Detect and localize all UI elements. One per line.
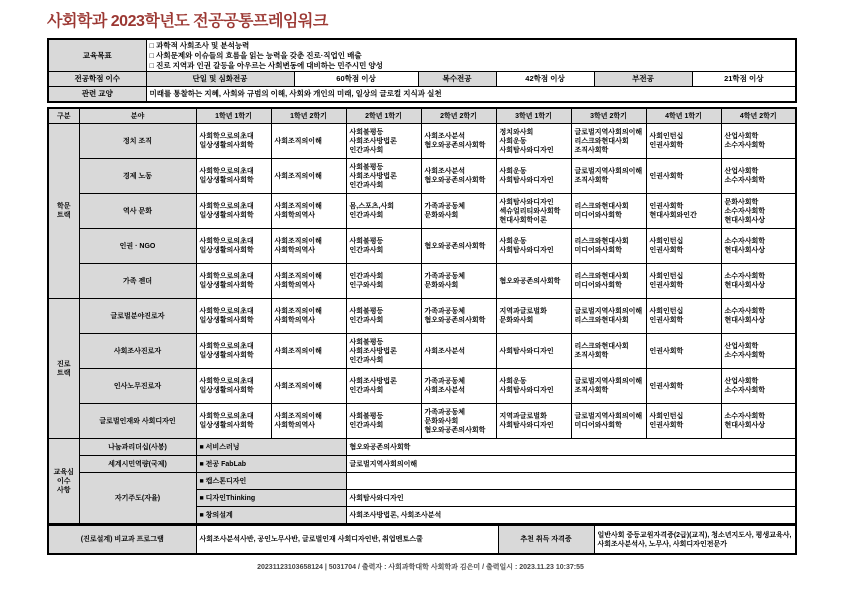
course-name: 사회조직의이해 bbox=[274, 413, 322, 421]
course-name: 가족과공동체 bbox=[424, 408, 466, 416]
course-name: 문화와사회 bbox=[499, 317, 534, 325]
course-name: 혐오와공존의사회학 bbox=[424, 142, 486, 150]
major-credits-label: 전공학점 이수 bbox=[48, 72, 146, 87]
course-name: 인권사회학 bbox=[649, 172, 684, 180]
track-group-cell: 진로 트랙 bbox=[48, 299, 79, 439]
course-name: 사회조직의이해 bbox=[274, 137, 322, 145]
column-header: 구분 bbox=[48, 108, 79, 124]
course-cell bbox=[721, 404, 796, 439]
course-name: 소수자사회학 bbox=[724, 273, 766, 281]
course-name: 사회학으로의초대 bbox=[199, 168, 254, 176]
course-cell bbox=[196, 369, 271, 404]
course-name: 인권사회학 bbox=[649, 317, 684, 325]
course-name: 사회탐사와디자인 bbox=[499, 177, 554, 185]
course-name: 혐오와공존의사회학 bbox=[424, 426, 486, 434]
course-name: 사회학의역사 bbox=[274, 317, 316, 325]
course-cell bbox=[496, 264, 571, 299]
course-cell bbox=[271, 299, 346, 334]
course-name: 사회학의역사 bbox=[274, 282, 316, 290]
course-name: 인권사회학 bbox=[649, 382, 684, 390]
course-name: 사회조사방법론 bbox=[349, 347, 397, 355]
course-name: 소수자사회학 bbox=[724, 238, 766, 246]
course-name: 사회조사방법론 bbox=[349, 378, 397, 386]
course-cell bbox=[421, 159, 496, 194]
education-goal-content bbox=[146, 39, 796, 72]
course-cell bbox=[646, 124, 721, 159]
course-name: 인간과사회 bbox=[349, 212, 384, 220]
course-name: 인간과사회 bbox=[349, 422, 384, 430]
credit-value-double: 42학점 이상 bbox=[496, 72, 594, 87]
course-name: 글로벌지역사회의이해 bbox=[574, 168, 643, 176]
program-checkbox-cell: ■ 서비스러닝 bbox=[196, 439, 346, 456]
course-cell bbox=[346, 229, 421, 264]
course-name: 사회조직의이해 bbox=[274, 382, 322, 390]
bottom-table bbox=[47, 525, 797, 555]
course-cell bbox=[271, 334, 346, 369]
course-name: 인권사회학 bbox=[649, 422, 684, 430]
liberal-arts-label: 관련 교양 bbox=[48, 87, 146, 103]
credit-type-single: 단일 및 심화전공 bbox=[146, 72, 294, 87]
course-name: 일상생활의사회학 bbox=[199, 317, 254, 325]
course-cell bbox=[271, 264, 346, 299]
course-name: 인간과사회 bbox=[349, 273, 384, 281]
course-name: 리스크와현대사회 bbox=[574, 343, 629, 351]
course-cell bbox=[346, 369, 421, 404]
course-name: 사회탐사와디자인 bbox=[499, 387, 554, 395]
course-name: 일상생활의사회학 bbox=[199, 352, 254, 360]
education-goal-row bbox=[48, 39, 796, 72]
requirement-field-cell: 나눔과리더십(사봉) bbox=[79, 439, 196, 456]
print-footer: 20231123103658124 | 5031704 / 출력자 : 사회과학대학 사회학과 김은미 / 출력일시 : 2023.11.23 10:37:55 bbox=[257, 564, 584, 571]
field-cell: 역사 문화 bbox=[79, 194, 196, 229]
course-name: 사회불평등 bbox=[349, 163, 384, 171]
course-name: 인권사회학 bbox=[649, 203, 684, 211]
column-header: 4학년 1학기 bbox=[646, 108, 721, 124]
program-checkbox-cell: ■ 디자인Thinking bbox=[196, 490, 346, 507]
course-cell bbox=[346, 299, 421, 334]
course-cell bbox=[421, 299, 496, 334]
credit-value-single: 60학점 이상 bbox=[294, 72, 418, 87]
course-name: 사회조사방법론 bbox=[349, 137, 397, 145]
course-name: 인간과사회 bbox=[349, 181, 384, 189]
course-cell bbox=[721, 369, 796, 404]
course-name: 산업사회학 bbox=[724, 343, 759, 351]
course-cell bbox=[271, 229, 346, 264]
education-goal-label: 교육목표 bbox=[48, 39, 146, 72]
certificates-label: 추천 취득 자격증 bbox=[498, 526, 594, 555]
credit-value-minor: 21학점 이상 bbox=[692, 72, 796, 87]
course-name: 문화와사회 bbox=[424, 282, 459, 290]
course-cell bbox=[346, 124, 421, 159]
course-name: 사회학의역사 bbox=[274, 422, 316, 430]
column-header: 1학년 1학기 bbox=[196, 108, 271, 124]
course-name: 미디어와사회학 bbox=[574, 212, 622, 220]
course-cell bbox=[646, 334, 721, 369]
table-row bbox=[48, 299, 796, 334]
course-name: 사회운동 bbox=[499, 238, 527, 246]
course-name: 정치와사회 bbox=[499, 128, 534, 136]
column-header: 3학년 2학기 bbox=[571, 108, 646, 124]
linked-course-cell: 혐오와공존의사회학 bbox=[346, 439, 796, 456]
course-name: 사회조사분석 bbox=[424, 133, 466, 141]
field-cell: 정치 조직 bbox=[79, 124, 196, 159]
course-name: 사회학으로의초대 bbox=[199, 413, 254, 421]
course-cell bbox=[196, 264, 271, 299]
column-header: 3학년 1학기 bbox=[496, 108, 571, 124]
requirement-group-cell: 교육심 이수 사항 bbox=[48, 439, 79, 525]
course-cell bbox=[571, 369, 646, 404]
course-name: 인권사회학 bbox=[649, 282, 684, 290]
course-name: 지역과글로벌화 bbox=[499, 413, 547, 421]
column-header: 2학년 2학기 bbox=[421, 108, 496, 124]
course-name: 사회조직의이해 bbox=[274, 273, 322, 281]
column-header: 4학년 2학기 bbox=[721, 108, 796, 124]
course-name: 인간과사회 bbox=[349, 387, 384, 395]
liberal-arts-content: 미래를 통찰하는 지혜, 사회와 규범의 이해, 사회와 개인의 미래, 일상의 글로컬 지식과 실천 bbox=[146, 87, 796, 103]
course-cell bbox=[646, 299, 721, 334]
linked-course-cell bbox=[346, 473, 796, 490]
table-row bbox=[48, 194, 796, 229]
course-name: 일상생활의사회학 bbox=[199, 142, 254, 150]
course-cell bbox=[571, 334, 646, 369]
course-cell bbox=[346, 194, 421, 229]
course-name: 소수자사회학 bbox=[724, 308, 766, 316]
course-name: 소수자사회학 bbox=[724, 207, 766, 215]
course-name: 몸,스포츠,사회 bbox=[349, 203, 394, 211]
course-name: 지역과글로벌화 bbox=[499, 308, 547, 316]
course-name: 리스크와현대사회 bbox=[574, 137, 629, 145]
course-name: 일상생활의사회학 bbox=[199, 282, 254, 290]
course-name: 리스크와현대사회 bbox=[574, 238, 629, 246]
table-row bbox=[48, 124, 796, 159]
track-group-cell: 학문 트랙 bbox=[48, 124, 79, 299]
program-checkbox-cell: ■ 캡스톤디자인 bbox=[196, 473, 346, 490]
course-cell bbox=[421, 229, 496, 264]
course-cell bbox=[346, 404, 421, 439]
extracurricular-row bbox=[48, 526, 796, 555]
column-header: 2학년 1학기 bbox=[346, 108, 421, 124]
course-name: 현대사회사상 bbox=[724, 317, 766, 325]
course-name: 인간과사회 bbox=[349, 356, 384, 364]
course-cell bbox=[196, 299, 271, 334]
course-cell bbox=[721, 264, 796, 299]
course-name: 사회탐사와디자인 bbox=[499, 198, 554, 206]
grid-header bbox=[48, 108, 796, 124]
course-cell bbox=[721, 299, 796, 334]
course-name: 사회탐사와디자인 bbox=[499, 247, 554, 255]
course-name: 현대사회사상 bbox=[724, 422, 766, 430]
field-cell: 가족 젠더 bbox=[79, 264, 196, 299]
field-cell: 경제 노동 bbox=[79, 159, 196, 194]
extracurricular-programs: 사회조사분석사반, 공인노무사반, 글로벌인재 사회디자인반, 취업멘토스쿨 bbox=[196, 526, 498, 555]
course-name: 사회조사분석 bbox=[424, 387, 466, 395]
course-name: 리스크와현대사회 bbox=[574, 273, 629, 281]
course-name: 문화사회학 bbox=[724, 198, 759, 206]
course-cell bbox=[496, 159, 571, 194]
course-name: 글로벌지역사회의이해 bbox=[574, 128, 643, 136]
course-name: 사회조사방법론 bbox=[349, 172, 397, 180]
table-row bbox=[48, 369, 796, 404]
course-name: 사회학으로의초대 bbox=[199, 133, 254, 141]
table-row bbox=[48, 229, 796, 264]
course-cell bbox=[571, 229, 646, 264]
course-name: 일상생활의사회학 bbox=[199, 247, 254, 255]
course-name: 일상생활의사회학 bbox=[199, 422, 254, 430]
requirement-row bbox=[48, 456, 796, 473]
major-credits-row bbox=[48, 72, 796, 87]
course-name: 혐오와공존의사회학 bbox=[424, 177, 486, 185]
page-title: 사회학과 2023학년도 전공공통프레임워크 bbox=[47, 13, 328, 30]
course-name: 인간과사회 bbox=[349, 247, 384, 255]
course-cell bbox=[496, 194, 571, 229]
course-cell bbox=[571, 124, 646, 159]
course-name: 사회불평등 bbox=[349, 413, 384, 421]
course-cell bbox=[646, 264, 721, 299]
course-name: 사회조직의이해 bbox=[274, 308, 322, 316]
course-name: 사회불평등 bbox=[349, 308, 384, 316]
course-name: 혐오와공존의사회학 bbox=[499, 277, 561, 285]
course-name: 인권사회학 bbox=[649, 247, 684, 255]
course-name: 사회운동 bbox=[499, 168, 527, 176]
course-cell bbox=[196, 124, 271, 159]
course-name: 미디어와사회학 bbox=[574, 422, 622, 430]
course-name: 문화와사회 bbox=[424, 417, 459, 425]
info-table bbox=[47, 38, 797, 103]
course-name: 사회조사분석 bbox=[424, 168, 466, 176]
field-cell: 인사노무진로자 bbox=[79, 369, 196, 404]
course-name: 미디어와사회학 bbox=[574, 247, 622, 255]
course-name: 사회탐사와디자인 bbox=[499, 347, 554, 355]
requirement-field-cell: 자기주도(자율) bbox=[79, 473, 196, 525]
table-row bbox=[48, 404, 796, 439]
course-cell bbox=[571, 264, 646, 299]
extracurricular-label: (진로설계) 비교과 프로그램 bbox=[48, 526, 196, 555]
course-name: 인권사회학 bbox=[649, 347, 684, 355]
course-name: 일상생활의사회학 bbox=[199, 212, 254, 220]
course-name: 사회조사분석 bbox=[424, 347, 466, 355]
course-name: 사회탐사와디자인 bbox=[499, 422, 554, 430]
course-name: 현대사회사상 bbox=[724, 282, 766, 290]
course-cell bbox=[496, 124, 571, 159]
requirement-row bbox=[48, 473, 796, 490]
course-cell bbox=[196, 159, 271, 194]
course-cell bbox=[346, 334, 421, 369]
linked-course-cell: 사회조사방법론, 사회조사분석 bbox=[346, 507, 796, 525]
course-name: 산업사회학 bbox=[724, 133, 759, 141]
course-cell bbox=[496, 229, 571, 264]
course-cell bbox=[346, 264, 421, 299]
course-name: 사회학으로의초대 bbox=[199, 343, 254, 351]
course-name: 사회조직의이해 bbox=[274, 172, 322, 180]
course-name: 사회인턴십 bbox=[649, 238, 684, 246]
course-cell bbox=[721, 229, 796, 264]
course-cell bbox=[571, 404, 646, 439]
course-cell bbox=[646, 194, 721, 229]
course-cell bbox=[721, 334, 796, 369]
credit-type-double: 복수전공 bbox=[418, 72, 496, 87]
course-name: 리스크와현대사회 bbox=[574, 317, 629, 325]
credit-type-minor: 부전공 bbox=[594, 72, 692, 87]
course-cell bbox=[571, 159, 646, 194]
course-name: 사회조직의이해 bbox=[274, 203, 322, 211]
field-cell: 글로벌인재와 사회디자인 bbox=[79, 404, 196, 439]
course-name: 소수자사회학 bbox=[724, 387, 766, 395]
field-cell: 인권 · NGO bbox=[79, 229, 196, 264]
course-cell bbox=[271, 159, 346, 194]
course-cell bbox=[196, 334, 271, 369]
course-cell bbox=[421, 334, 496, 369]
course-name: 글로벌지역사회의이해 bbox=[574, 413, 643, 421]
course-name: 일상생활의사회학 bbox=[199, 177, 254, 185]
course-name: 리스크와현대사회 bbox=[574, 203, 629, 211]
course-name: 현대사회와인간 bbox=[649, 212, 697, 220]
course-name: 인권사회학 bbox=[649, 142, 684, 150]
course-name: 현대사회사상 bbox=[724, 247, 766, 255]
course-cell bbox=[646, 369, 721, 404]
field-cell: 글로벌분야진로자 bbox=[79, 299, 196, 334]
document-content bbox=[47, 8, 795, 555]
course-cell bbox=[721, 194, 796, 229]
table-row bbox=[48, 334, 796, 369]
course-name: 사회학으로의초대 bbox=[199, 308, 254, 316]
grid-body bbox=[48, 124, 796, 525]
course-name: 사회학으로의초대 bbox=[199, 238, 254, 246]
column-header: 1학년 2학기 bbox=[271, 108, 346, 124]
course-name: 혐오와공존의사회학 bbox=[424, 242, 486, 250]
linked-course-cell: 사회탐사와디자인 bbox=[346, 490, 796, 507]
course-cell bbox=[421, 369, 496, 404]
course-name: 현대사회학이론 bbox=[499, 216, 547, 224]
course-cell bbox=[571, 299, 646, 334]
program-checkbox-cell: ■ 전공 FabLab bbox=[196, 456, 346, 473]
course-cell bbox=[421, 194, 496, 229]
course-name: 현대사회사상 bbox=[724, 216, 766, 224]
course-name: 사회운동 bbox=[499, 137, 527, 145]
course-cell bbox=[271, 194, 346, 229]
course-name: 사회학의역사 bbox=[274, 212, 316, 220]
course-cell bbox=[196, 194, 271, 229]
course-name: 가족과공동체 bbox=[424, 273, 466, 281]
course-name: 사회학으로의초대 bbox=[199, 273, 254, 281]
course-name: 사회인턴십 bbox=[649, 413, 684, 421]
course-name: 사회학으로의초대 bbox=[199, 203, 254, 211]
course-name: 사회조직의이해 bbox=[274, 238, 322, 246]
requirement-row bbox=[48, 439, 796, 456]
course-cell bbox=[721, 124, 796, 159]
course-name: 조직사회학 bbox=[574, 146, 609, 154]
table-row bbox=[48, 159, 796, 194]
certificates-list: 일반사회 중등교원자격증(2급)(교직), 청소년지도사, 평생교육사, 사회조사분석사, 노무사, 사회디자인전문가 bbox=[594, 526, 796, 555]
course-name: 사회학으로의초대 bbox=[199, 378, 254, 386]
requirement-field-cell: 세계시민역량(국제) bbox=[79, 456, 196, 473]
course-name: 글로벌지역사회의이해 bbox=[574, 378, 643, 386]
program-checkbox-cell: ■ 창의설계 bbox=[196, 507, 346, 525]
course-name: 인간과사회 bbox=[349, 317, 384, 325]
course-cell bbox=[421, 124, 496, 159]
course-cell bbox=[496, 369, 571, 404]
course-name: 소수자사회학 bbox=[724, 352, 766, 360]
course-name: 조직사회학 bbox=[574, 387, 609, 395]
course-name: 사회불평등 bbox=[349, 338, 384, 346]
course-cell bbox=[646, 229, 721, 264]
liberal-arts-row bbox=[48, 87, 796, 103]
course-name: 산업사회학 bbox=[724, 378, 759, 386]
course-name: 사회인턴십 bbox=[649, 133, 684, 141]
course-name: 인간과사회 bbox=[349, 146, 384, 154]
goal-line: □ 진로 지역과 인권 갈등을 아우르는 사회변동에 대비하는 민주시민 양성 bbox=[149, 60, 383, 70]
course-cell bbox=[646, 404, 721, 439]
goal-line: □ 과학적 사회조사 및 분석능력 bbox=[149, 41, 250, 50]
course-name: 산업사회학 bbox=[724, 168, 759, 176]
course-cell bbox=[496, 334, 571, 369]
course-name: 섹슈얼리티와사회학 bbox=[499, 207, 561, 215]
course-name: 가족과공동체 bbox=[424, 378, 466, 386]
course-name: 사회불평등 bbox=[349, 128, 384, 136]
course-name: 가족과공동체 bbox=[424, 308, 466, 316]
linked-course-cell: 글로벌지역사회의이해 bbox=[346, 456, 796, 473]
course-name: 사회인턴십 bbox=[649, 273, 684, 281]
course-name: 소수자사회학 bbox=[724, 177, 766, 185]
course-cell bbox=[571, 194, 646, 229]
course-name: 가족과공동체 bbox=[424, 203, 466, 211]
course-name: 혐오와공존의사회학 bbox=[424, 317, 486, 325]
course-cell bbox=[346, 159, 421, 194]
course-cell bbox=[496, 299, 571, 334]
course-name: 사회불평등 bbox=[349, 238, 384, 246]
course-name: 일상생활의사회학 bbox=[199, 387, 254, 395]
course-name: 조직사회학 bbox=[574, 352, 609, 360]
course-name: 사회조직의이해 bbox=[274, 347, 322, 355]
course-name: 문화와사회 bbox=[424, 212, 459, 220]
course-cell bbox=[196, 229, 271, 264]
goal-line: □ 사회문제와 이슈들의 흐름을 읽는 능력을 갖춘 진로·직업인 배출 bbox=[149, 50, 362, 60]
course-cell bbox=[721, 159, 796, 194]
course-cell bbox=[271, 124, 346, 159]
course-cell bbox=[196, 404, 271, 439]
table-row bbox=[48, 264, 796, 299]
curriculum-grid bbox=[47, 107, 797, 525]
column-header: 분야 bbox=[79, 108, 196, 124]
course-name: 소수자사회학 bbox=[724, 413, 766, 421]
course-name: 사회탐사와디자인 bbox=[499, 146, 554, 154]
course-name: 사회학의역사 bbox=[274, 247, 316, 255]
course-name: 사회인턴십 bbox=[649, 308, 684, 316]
course-name: 사회운동 bbox=[499, 378, 527, 386]
course-name: 조직사회학 bbox=[574, 177, 609, 185]
field-cell: 사회조사진로자 bbox=[79, 334, 196, 369]
course-cell bbox=[421, 264, 496, 299]
course-name: 소수자사회학 bbox=[724, 142, 766, 150]
course-cell bbox=[271, 404, 346, 439]
course-cell bbox=[271, 369, 346, 404]
course-name: 글로벌지역사회의이해 bbox=[574, 308, 643, 316]
course-cell bbox=[496, 404, 571, 439]
course-name: 미디어와사회학 bbox=[574, 282, 622, 290]
course-cell bbox=[421, 404, 496, 439]
course-cell bbox=[646, 159, 721, 194]
course-name: 인구와사회 bbox=[349, 282, 384, 290]
